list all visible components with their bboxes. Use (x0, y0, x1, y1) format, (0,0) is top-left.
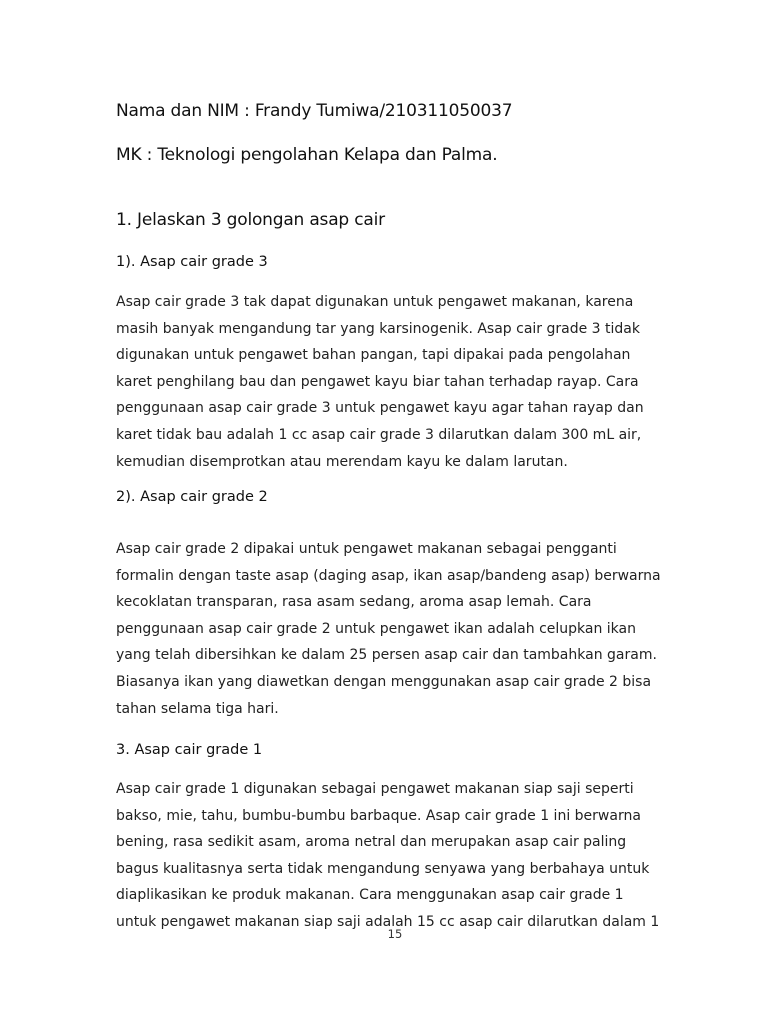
paragraph-line: diaplikasikan ke produk makanan. Cara menggunakan asap cair grade 1 (116, 887, 624, 904)
paragraph-line: Asap cair grade 3 tak dapat digunakan untuk pengawet makanan, karena (116, 294, 634, 310)
page-number: 15 (387, 927, 403, 941)
question-heading: 1. Jelaskan 3 golongan asap cair (116, 210, 385, 230)
student-name-line: Nama dan NIM : Frandy Tumiwa/210311050037 (116, 101, 513, 121)
section-paragraph-grade-1 (116, 776, 676, 936)
paragraph-line: penggunaan asap cair grade 3 untuk pengawet kayu agar tahan rayap dan (116, 400, 644, 417)
paragraph-line: Asap cair grade 2 dipakai untuk pengawet makanan sebagai pengganti (116, 541, 617, 557)
section-paragraph-grade-2 (116, 536, 676, 722)
section-paragraph-grade-3 (116, 289, 676, 475)
paragraph-line: bening, rasa sedikit asam, aroma netral dan merupakan asap cair paling (116, 834, 627, 851)
paragraph-line: kecoklatan transparan, rasa asam sedang, aroma asap lemah. Cara (116, 594, 592, 611)
paragraph-line: tahan selama tiga hari. (116, 700, 279, 717)
paragraph-line: bakso, mie, tahu, bumbu-bumbu barbaque. Asap cair grade 1 ini berwarna (116, 807, 641, 824)
paragraph-line: masih banyak mengandung tar yang karsinogenik. Asap cair grade 3 tidak (116, 320, 640, 337)
paragraph-line: karet penghilang bau dan pengawet kayu biar tahan terhadap rayap. Cara (116, 373, 639, 390)
paragraph-line: Asap cair grade 1 digunakan sebagai pengawet makanan siap saji seperti (116, 781, 634, 797)
paragraph-line: bagus kualitasnya serta tidak mengandung senyawa yang berbahaya untuk (116, 860, 650, 877)
paragraph-line: digunakan untuk pengawet bahan pangan, tapi dipakai pada pengolahan (116, 347, 631, 364)
section-heading-grade-2: 2). Asap cair grade 2 (116, 489, 268, 505)
section-heading-grade-1: 3. Asap cair grade 1 (116, 742, 263, 758)
paragraph-line: yang telah dibersihkan ke dalam 25 persen asap cair dan tambahkan garam. (116, 647, 657, 664)
paragraph-line: karet tidak bau adalah 1 cc asap cair grade 3 dilarutkan dalam 300 mL air, (116, 426, 642, 443)
paragraph-line: formalin dengan taste asap (daging asap, ikan asap/bandeng asap) berwarna (116, 567, 661, 584)
paragraph-line: untuk pengawet makanan siap saji adalah 15 cc asap cair dilarutkan dalam 1 (116, 913, 660, 930)
paragraph-line: kemudian disemprotkan atau merendam kayu ke dalam larutan. (116, 453, 568, 470)
paragraph-line: penggunaan asap cair grade 2 untuk pengawet ikan adalah celupkan ikan (116, 620, 636, 637)
course-line: MK : Teknologi pengolahan Kelapa dan Palma. (116, 145, 498, 165)
paragraph-line: Biasanya ikan yang diawetkan dengan menggunakan asap cair grade 2 bisa (116, 673, 652, 690)
section-heading-grade-3: 1). Asap cair grade 3 (116, 254, 268, 270)
